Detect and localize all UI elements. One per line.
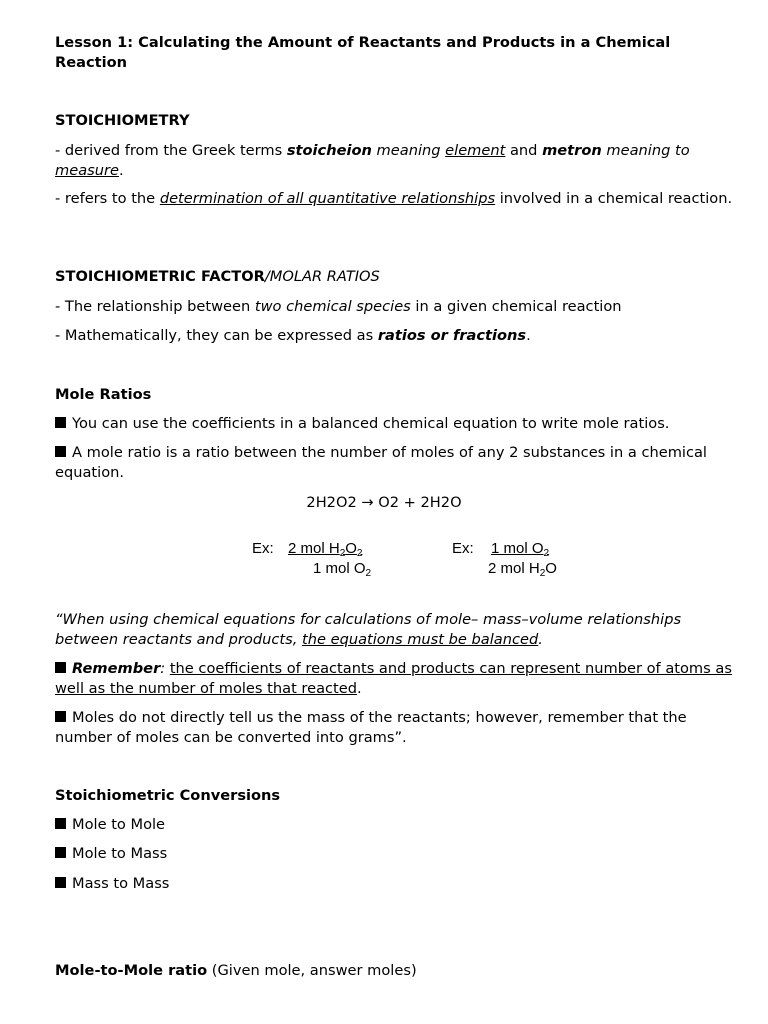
term-element: element bbox=[445, 142, 506, 159]
ratio-numerator bbox=[491, 540, 549, 558]
term-stoicheion: stoicheion bbox=[286, 142, 372, 159]
factor-point-2 bbox=[55, 326, 735, 346]
mole-ratios-bullet-1 bbox=[55, 414, 735, 434]
text: - derived from the Greek terms bbox=[55, 142, 287, 159]
square-bullet-icon bbox=[55, 847, 66, 858]
emphasis: determination of all quantitative relationships bbox=[159, 190, 496, 207]
text: involved in a chemical reaction. bbox=[495, 190, 733, 207]
text: in a given chemical reaction bbox=[410, 298, 622, 315]
ratio-denominator bbox=[313, 560, 371, 578]
text: : bbox=[160, 660, 166, 677]
remember-label: Remember bbox=[72, 660, 161, 677]
square-bullet-icon bbox=[55, 711, 66, 722]
chemical-equation: 2H2O2 → O2 + 2H2O bbox=[306, 494, 462, 511]
factor-point-1 bbox=[55, 297, 735, 317]
text: O bbox=[345, 540, 357, 557]
ratio-numerator bbox=[288, 540, 362, 558]
emphasis: ratios or fractions bbox=[377, 327, 527, 344]
text: meaning to bbox=[601, 142, 690, 159]
mole-to-mole-heading bbox=[55, 961, 735, 981]
stoichiometry-definition-1 bbox=[55, 141, 735, 180]
subscript: 2 bbox=[356, 548, 363, 559]
mole-ratio-example-2 bbox=[452, 540, 582, 582]
quote-paragraph-3 bbox=[55, 708, 735, 747]
heading-rest: (Given mole, answer moles) bbox=[207, 962, 417, 979]
square-bullet-icon bbox=[55, 446, 66, 457]
text: O bbox=[545, 560, 557, 577]
stoichiometric-factor-heading bbox=[55, 267, 735, 287]
text: 1 mol O bbox=[313, 560, 366, 577]
text: and bbox=[505, 142, 543, 159]
square-bullet-icon bbox=[55, 877, 66, 888]
mole-ratio-example-1 bbox=[252, 540, 392, 582]
conversion-item bbox=[55, 844, 735, 864]
text: . bbox=[357, 679, 362, 697]
example-label: Ex: bbox=[452, 540, 474, 557]
square-bullet-icon bbox=[55, 818, 66, 829]
square-bullet-icon bbox=[55, 417, 66, 428]
emphasis: the coefficients of reactants and products can represent number of atoms as well as the number of moles that reacted bbox=[55, 660, 732, 697]
term-measure: measure bbox=[55, 161, 119, 179]
quote-paragraph-1 bbox=[55, 610, 735, 649]
lesson-title: Lesson 1: Calculating the Amount of Reactants and Products in a Chemical Reaction bbox=[55, 34, 671, 71]
text: “When using chemical equations for calculations of mole– mass–volume relationships between reactants and products, bbox=[55, 611, 682, 648]
square-bullet-icon bbox=[55, 662, 66, 673]
text: . bbox=[538, 630, 543, 648]
conversion-item bbox=[55, 874, 735, 894]
text: - The relationship between bbox=[55, 298, 255, 315]
text: meaning bbox=[371, 142, 446, 159]
subscript: 2 bbox=[539, 568, 546, 579]
stoichiometry-definition-2 bbox=[55, 189, 735, 209]
bullet-text: Moles do not directly tell us the mass of the reactants; however, remember that the number of moles can be converted into grams”. bbox=[55, 709, 687, 746]
heading-bold: STOICHIOMETRIC FACTOR bbox=[55, 268, 265, 285]
conversion-label: Mole to Mole bbox=[72, 816, 166, 833]
heading-italic: /MOLAR RATIOS bbox=[264, 268, 380, 285]
emphasis: two chemical species bbox=[254, 298, 411, 315]
bullet-text: You can use the coefficients in a balanced chemical equation to write mole ratios. bbox=[72, 415, 670, 432]
text: 1 mol O bbox=[491, 540, 544, 557]
text: . bbox=[118, 161, 124, 179]
subscript: 2 bbox=[339, 548, 346, 559]
text: . bbox=[526, 327, 531, 344]
quote-paragraph-2 bbox=[55, 659, 735, 698]
mole-ratios-bullet-2 bbox=[55, 443, 735, 482]
term-metron: metron bbox=[542, 142, 602, 159]
subscript: 2 bbox=[543, 548, 550, 559]
emphasis: the equations must be balanced bbox=[302, 630, 539, 648]
conversion-label: Mass to Mass bbox=[72, 875, 170, 892]
text: 2 mol H bbox=[288, 540, 340, 557]
conversion-label: Mole to Mass bbox=[72, 845, 168, 862]
stoichiometry-heading: STOICHIOMETRY bbox=[55, 112, 190, 129]
text: 2 mol H bbox=[488, 560, 540, 577]
conversion-item bbox=[55, 815, 735, 835]
text: - Mathematically, they can be expressed as bbox=[55, 327, 378, 344]
mole-ratios-heading: Mole Ratios bbox=[55, 386, 152, 403]
example-label: Ex: bbox=[252, 540, 274, 557]
heading-bold: Mole-to-Mole ratio bbox=[55, 962, 208, 979]
ratio-denominator bbox=[488, 560, 557, 578]
conversions-heading: Stoichiometric Conversions bbox=[55, 787, 281, 804]
bullet-text: A mole ratio is a ratio between the number of moles of any 2 substances in a chemical equation. bbox=[55, 444, 707, 481]
subscript: 2 bbox=[365, 568, 372, 579]
text: - refers to the bbox=[55, 190, 160, 207]
